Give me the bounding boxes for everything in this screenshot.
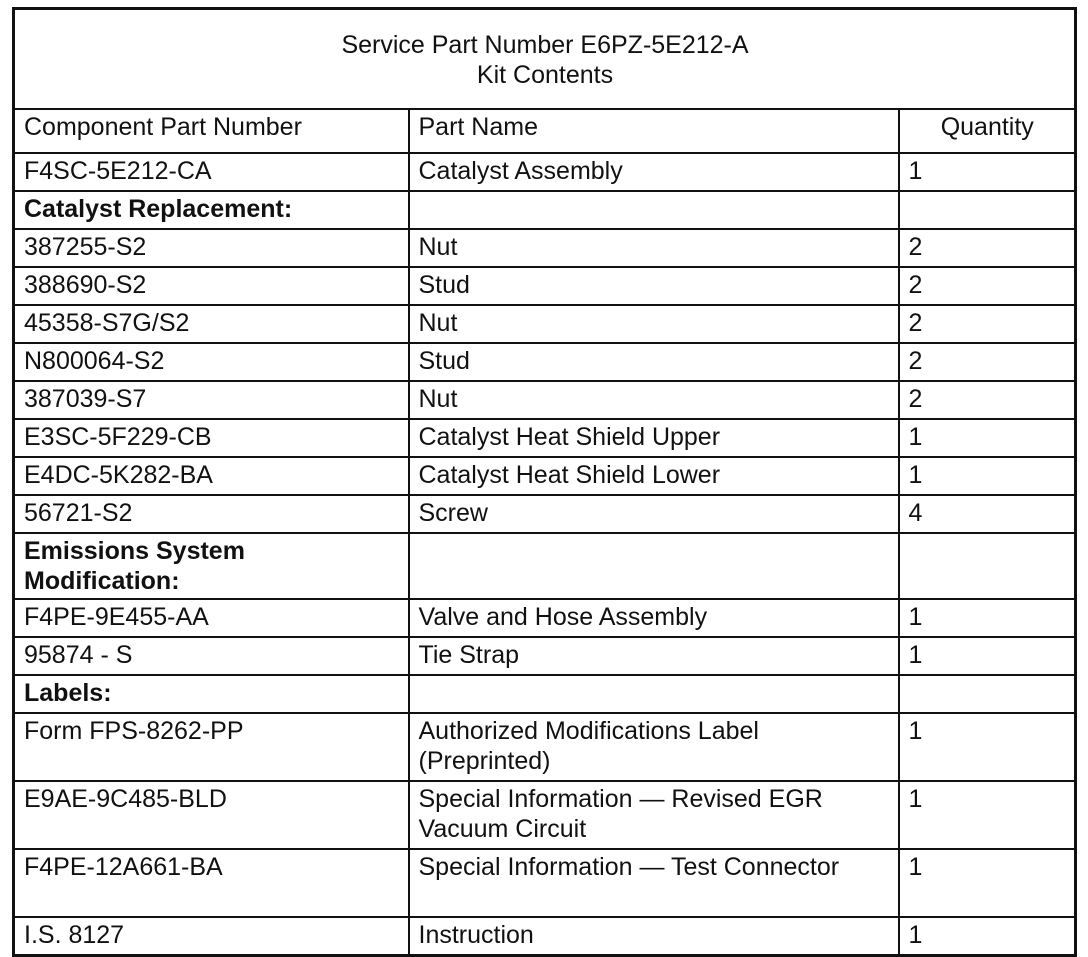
quantity-cell: 1 [899,637,1076,675]
empty-part-name-cell [409,675,899,713]
header-row [14,109,1076,153]
part-name-cell: Nut [409,381,899,419]
part-name-cell: Catalyst Heat Shield Upper [409,419,899,457]
quantity-cell: 4 [899,495,1076,533]
part-name-cell: Nut [409,305,899,343]
table-row [14,637,1076,675]
quantity-cell: 1 [899,713,1076,781]
section-row [14,191,1076,229]
empty-part-name-cell [409,191,899,229]
table-row [14,917,1076,956]
component-part-number-cell: 45358-S7G/S2 [14,305,409,343]
title-row [14,9,1076,110]
kit-contents-sheet [12,7,1074,957]
table-row [14,343,1076,381]
component-part-number-cell: 387255-S2 [14,229,409,267]
quantity-cell: 2 [899,267,1076,305]
component-part-number-cell: Form FPS-8262-PP [14,713,409,781]
part-name-cell: Valve and Hose Assembly [409,599,899,637]
component-part-number-cell: 95874 - S [14,637,409,675]
title-line-2: Kit Contents [476,61,614,89]
section-label: Catalyst Replacement: [14,191,409,229]
empty-part-name-cell [409,533,899,599]
section-row [14,533,1076,599]
part-name-cell: Tie Strap [409,637,899,675]
component-part-number-cell: E4DC-5K282-BA [14,457,409,495]
component-part-number-cell: 56721-S2 [14,495,409,533]
component-part-number-cell: E9AE-9C485-BLD [14,781,409,849]
quantity-cell: 1 [899,917,1076,956]
table-row [14,305,1076,343]
empty-quantity-cell [899,675,1076,713]
component-part-number-cell: F4PE-9E455-AA [14,599,409,637]
component-part-number-cell: E3SC-5F229-CB [14,419,409,457]
quantity-cell: 1 [899,599,1076,637]
title-line-1: Service Part Number E6PZ-5E212-A [341,31,749,59]
header-part-name: Part Name [409,109,899,153]
component-part-number-cell: F4PE-12A661-BA [14,849,409,917]
header-component-part-number: Component Part Number [14,109,409,153]
quantity-cell: 2 [899,229,1076,267]
kit-contents-table [12,7,1077,957]
quantity-cell: 1 [899,849,1076,917]
table-row [14,713,1076,781]
table-row [14,153,1076,191]
table-row [14,849,1076,917]
header-quantity: Quantity [899,109,1076,153]
part-name-cell: Catalyst Heat Shield Lower [409,457,899,495]
part-name-cell: Catalyst Assembly [409,153,899,191]
empty-quantity-cell [899,191,1076,229]
table-row [14,419,1076,457]
empty-quantity-cell [899,533,1076,599]
part-name-cell: Special Information — Test Connector [409,849,899,917]
quantity-cell: 2 [899,343,1076,381]
table-row [14,229,1076,267]
kit-table-body [14,153,1076,956]
table-row [14,495,1076,533]
table-row [14,457,1076,495]
quantity-cell: 2 [899,305,1076,343]
quantity-cell: 1 [899,153,1076,191]
section-label: Emissions System Modification: [14,533,409,599]
table-title [14,9,1076,110]
component-part-number-cell: N800064-S2 [14,343,409,381]
quantity-cell: 1 [899,419,1076,457]
component-part-number-cell: 387039-S7 [14,381,409,419]
table-row [14,599,1076,637]
part-name-cell: Instruction [409,917,899,956]
component-part-number-cell: F4SC-5E212-CA [14,153,409,191]
component-part-number-cell: 388690-S2 [14,267,409,305]
part-name-cell: Special Information — Revised EGR Vacuum Circuit [409,781,899,849]
part-name-cell: Stud [409,267,899,305]
part-name-cell: Nut [409,229,899,267]
component-part-number-cell: I.S. 8127 [14,917,409,956]
table-row [14,267,1076,305]
part-name-cell: Authorized Modifications Label (Preprinted) [409,713,899,781]
section-row [14,675,1076,713]
section-label: Labels: [14,675,409,713]
part-name-cell: Screw [409,495,899,533]
table-row [14,781,1076,849]
part-name-cell: Stud [409,343,899,381]
quantity-cell: 1 [899,457,1076,495]
quantity-cell: 2 [899,381,1076,419]
table-row [14,381,1076,419]
quantity-cell: 1 [899,781,1076,849]
